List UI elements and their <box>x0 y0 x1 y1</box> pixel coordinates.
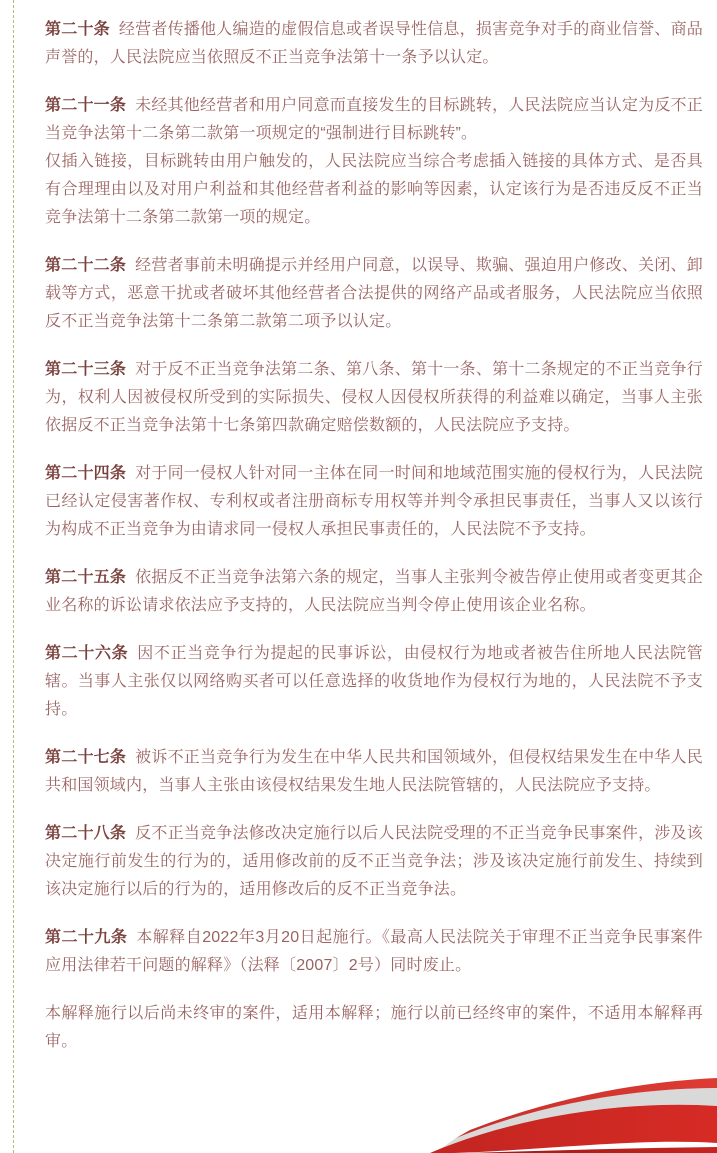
article-number: 第二十一条 <box>45 97 127 114</box>
article-number: 第二十七条 <box>45 749 127 766</box>
article-block <box>45 460 703 544</box>
article-text: 本解释施行以后尚未终审的案件，适用本解释；施行以前已经终审的案件，不适用本解释再审。 <box>45 1005 703 1050</box>
article-paragraph <box>45 148 703 232</box>
article-paragraph <box>45 356 703 440</box>
article-block <box>45 564 703 620</box>
article-number: 第二十五条 <box>45 569 127 586</box>
article-paragraph <box>45 924 703 980</box>
article-number: 第二十条 <box>45 21 110 38</box>
document-body <box>45 16 703 1076</box>
article-number: 第二十九条 <box>45 929 128 946</box>
article-number: 第二十三条 <box>45 361 127 378</box>
article-number: 第二十二条 <box>45 257 127 274</box>
article-block <box>45 1000 703 1056</box>
article-text: 未经其他经营者和用户同意而直接发生的目标跳转，人民法院应当认定为反不正当竞争法第十二条第二款第一项规定的“强制进行目标跳转”。 <box>45 97 703 142</box>
article-text: 因不正当竞争行为提起的民事诉讼，由侵权行为地或者被告住所地人民法院管辖。当事人主张仅以网络购买者可以任意选择的收货地作为侵权行为地的，人民法院不予支持。 <box>45 645 703 718</box>
article-text: 依据反不正当竞争法第六条的规定，当事人主张判令被告停止使用或者变更其企业名称的诉讼请求依法应予支持的，人民法院应当判令停止使用该企业名称。 <box>45 569 703 614</box>
article-text: 反不正当竞争法修改决定施行以后人民法院受理的不正当竞争民事案件，涉及该决定施行前发生的行为的，适用修改前的反不正当竞争法；涉及该决定施行前发生、持续到该决定施行以后的行为的，适用修改后的反不正当竞争法。 <box>45 825 703 898</box>
article-paragraph <box>45 744 703 800</box>
article-paragraph <box>45 564 703 620</box>
article-paragraph <box>45 460 703 544</box>
article-block <box>45 744 703 800</box>
article-block <box>45 92 703 232</box>
article-number: 第二十四条 <box>45 465 127 482</box>
article-paragraph <box>45 820 703 904</box>
article-block <box>45 640 703 724</box>
article-paragraph <box>45 252 703 336</box>
article-text: 被诉不正当竞争行为发生在中华人民共和国领域外，但侵权结果发生在中华人民共和国领域内，当事人主张由该侵权结果发生地人民法院管辖的，人民法院应予支持。 <box>45 749 703 794</box>
article-paragraph <box>45 640 703 724</box>
article-text: 经营者事前未明确提示并经用户同意，以误导、欺骗、强迫用户修改、关闭、卸载等方式，恶意干扰或者破坏其他经营者合法提供的网络产品或者服务，人民法院应当依照反不正当竞争法第十二条第二款第二项予以认定。 <box>45 257 703 330</box>
article-block <box>45 924 703 980</box>
article-number: 第二十六条 <box>45 645 129 662</box>
red-swoosh-graphic <box>0 1058 717 1153</box>
article-text: 本解释自2022年3月20日起施行。《最高人民法院关于审理不正当竞争民事案件应用法律若干问题的解释》（法释〔2007〕2号）同时废止。 <box>45 929 703 974</box>
article-text: 对于反不正当竞争法第二条、第八条、第十一条、第十二条规定的不正当竞争行为，权利人因被侵权所受到的实际损失、侵权人因侵权所获得的利益难以确定，当事人主张依据反不正当竞争法第十七条第四款确定赔偿数额的，人民法院应予支持。 <box>45 361 703 434</box>
article-paragraph <box>45 16 703 72</box>
article-text: 对于同一侵权人针对同一主体在同一时间和地域范围实施的侵权行为，人民法院已经认定侵害著作权、专利权或者注册商标专用权等并判令承担民事责任，当事人又以该行为构成不正当竞争为由请求同一侵权人承担民事责任的，人民法院不予支持。 <box>45 465 703 538</box>
article-block <box>45 16 703 72</box>
left-dashed-border <box>13 0 14 1153</box>
article-block <box>45 820 703 904</box>
article-block <box>45 356 703 440</box>
article-block <box>45 252 703 336</box>
article-paragraph <box>45 92 703 148</box>
article-text: 经营者传播他人编造的虚假信息或者误导性信息，损害竞争对手的商业信誉、商品声誉的，人民法院应当依照反不正当竞争法第十一条予以认定。 <box>45 21 703 66</box>
article-paragraph <box>45 1000 703 1056</box>
article-text: 仅插入链接，目标跳转由用户触发的，人民法院应当综合考虑插入链接的具体方式、是否具有合理理由以及对用户利益和其他经营者利益的影响等因素，认定该行为是否违反反不正当竞争法第十二条第二款第一项的规定。 <box>45 153 703 226</box>
article-number: 第二十八条 <box>45 825 127 842</box>
